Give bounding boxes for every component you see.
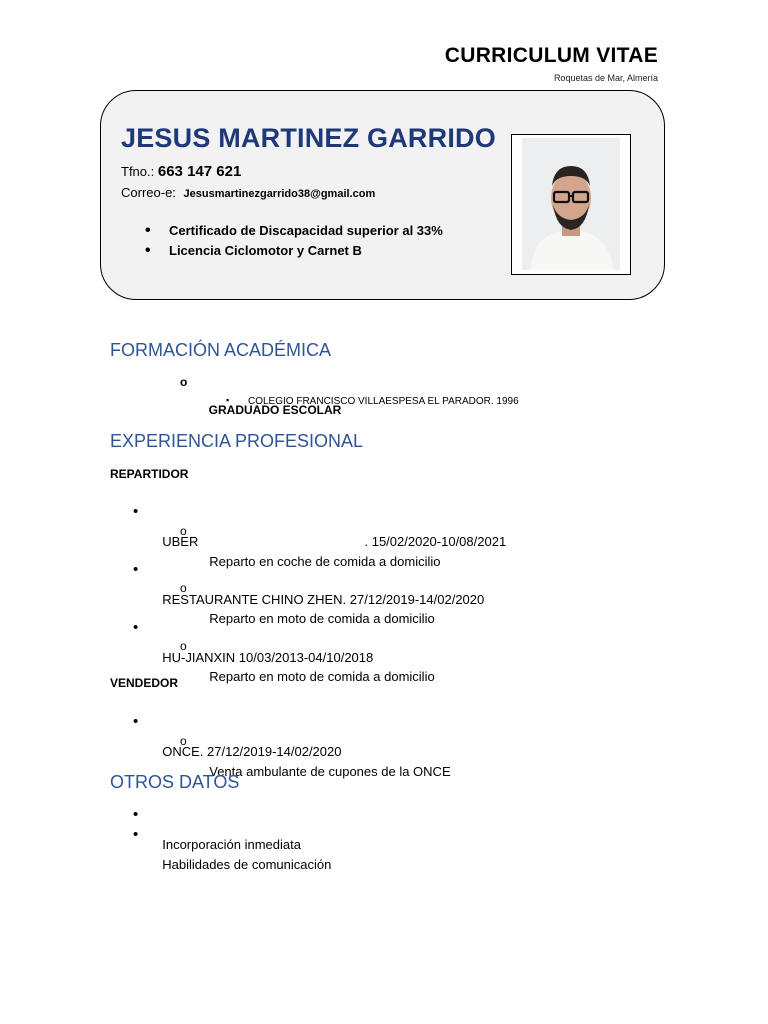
- other-item: [133, 826, 332, 872]
- school-label: COLEGIO FRANCISCO VILLAESPESA EL PARADOR. 1996: [248, 396, 519, 407]
- circle-marker: o: [180, 734, 187, 748]
- education-school: [226, 395, 519, 407]
- job-company: RESTAURANTE CHINO ZHEN. 27/12/2019-14/02/2020: [162, 592, 485, 607]
- portrait-illustration: [522, 138, 620, 270]
- circle-marker: o: [180, 581, 187, 595]
- candidate-name: JESUS MARTINEZ GARRIDO: [121, 123, 496, 153]
- certificate-item: • Licencia Ciclomotor y Carnet B: [145, 241, 443, 261]
- circle-marker: o: [180, 375, 188, 389]
- role-heading-repartidor: REPARTIDOR: [110, 467, 189, 481]
- email-value: Jesusmartinezgarrido38@gmail.com: [183, 188, 376, 200]
- other-item-label: Incorporación inmediata: [162, 837, 301, 852]
- profile-photo: [522, 138, 620, 270]
- cv-location: Roquetas de Mar, Almería: [553, 73, 658, 83]
- square-marker: ▪: [226, 395, 230, 405]
- phone-line: [121, 163, 241, 180]
- degree-label: GRADUADO ESCOLAR: [208, 403, 342, 417]
- circle-marker: o: [180, 524, 187, 538]
- profile-card: [100, 90, 665, 300]
- certificate-list: [145, 221, 443, 261]
- bullet-marker: •: [133, 826, 139, 843]
- job-task: [180, 639, 435, 684]
- bullet-marker: •: [133, 713, 139, 730]
- job-task-label: Reparto en moto de comida a domicilio: [209, 669, 435, 684]
- job-task-label: Reparto en moto de comida a domicilio: [209, 611, 435, 626]
- profile-photo-frame: [511, 134, 631, 275]
- education-heading: FORMACIÓN ACADÉMICA: [110, 340, 332, 360]
- email-line: [121, 185, 375, 200]
- phone-value: 663 147 621: [157, 163, 242, 180]
- other-heading: OTROS DATOS: [110, 772, 240, 792]
- role-heading-vendedor: VENDEDOR: [110, 676, 179, 690]
- circle-marker: o: [180, 639, 187, 653]
- bullet-marker: •: [133, 561, 139, 578]
- bullet-marker: •: [133, 503, 139, 520]
- certificate-item: • Certificado de Discapacidad superior al 33%: [145, 221, 443, 241]
- job-company: HU-JIANXIN 10/03/2013-04/10/2018: [162, 650, 374, 665]
- phone-label: Tfno.:: [121, 164, 155, 179]
- experience-heading: EXPERIENCIA PROFESIONAL: [110, 431, 364, 451]
- bullet-marker: •: [133, 806, 139, 823]
- job-task-label: Reparto en coche de comida a domicilio: [209, 554, 441, 569]
- email-label: Correo-e:: [121, 185, 176, 200]
- job-company: UBER . 15/02/2020-10/08/2021: [162, 534, 507, 549]
- job-company: ONCE. 27/12/2019-14/02/2020: [162, 744, 342, 759]
- cv-title: CURRICULUM VITAE: [444, 44, 658, 67]
- bullet-marker: •: [133, 619, 139, 636]
- other-item-label: Habilidades de comunicación: [162, 857, 332, 872]
- job-task-label: Venta ambulante de cupones de la ONCE: [209, 764, 451, 779]
